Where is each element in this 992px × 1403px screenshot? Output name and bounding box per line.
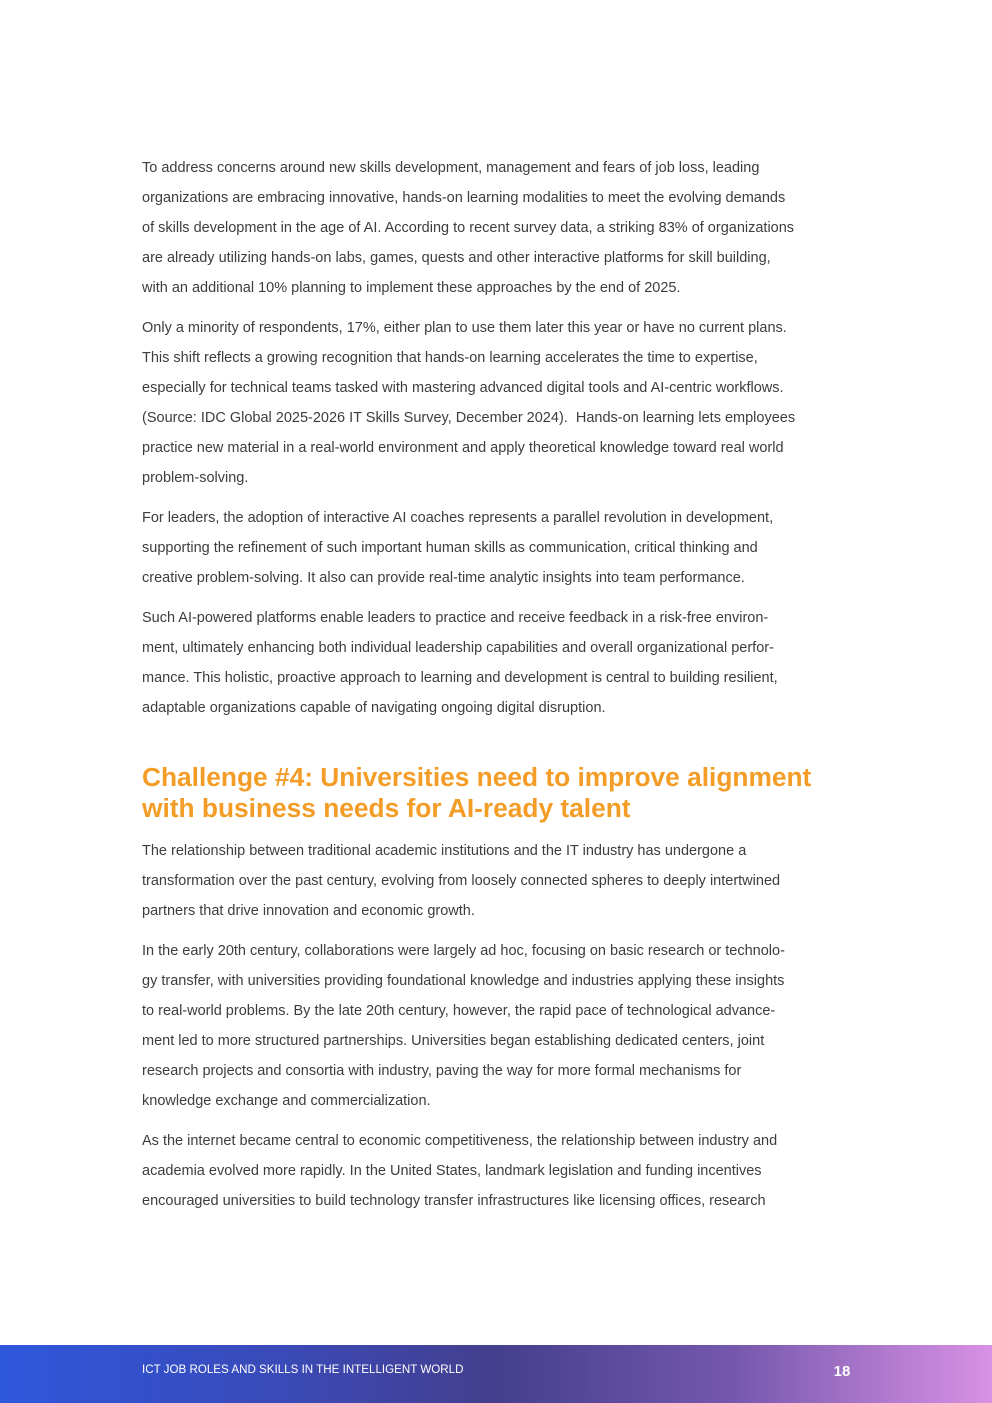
text-line: research projects and consortia with industry, paving the way for more formal mechanisms for (142, 1063, 742, 1079)
text-line: with an additional 10% planning to implement these approaches by the end of 2025. (142, 280, 681, 296)
text-line: For leaders, the adoption of interactive AI coaches represents a parallel revolution in development, (142, 510, 774, 526)
text-line: especially for technical teams tasked with mastering advanced digital tools and AI-centric workflows. (142, 380, 784, 396)
challenge-section-body (142, 836, 872, 1216)
text-line: mance. This holistic, proactive approach to learning and development is central to building resilient, (142, 670, 778, 686)
text-line: encouraged universities to build technology transfer infrastructures like licensing offices, research (142, 1193, 766, 1209)
text-line: are already utilizing hands-on labs, games, quests and other interactive platforms for skill building, (142, 250, 771, 266)
text-line: creative problem-solving. It also can provide real-time analytic insights into team performance. (142, 570, 745, 586)
text-line: supporting the refinement of such important human skills as communication, critical thinking and (142, 540, 758, 556)
text-line: gy transfer, with universities providing foundational knowledge and industries applying these insights (142, 973, 785, 989)
section-heading (142, 762, 872, 824)
text-line: of skills development in the age of AI. According to recent survey data, a striking 83% of organizations (142, 220, 795, 236)
text-line: organizations are embracing innovative, hands-on learning modalities to meet the evolving demands (142, 190, 786, 206)
text-line: As the internet became central to economic competitiveness, the relationship between industry and (142, 1133, 778, 1149)
intro-paragraph (142, 503, 872, 593)
text-line: problem-solving. (142, 470, 249, 486)
page-body (142, 153, 872, 1226)
text-line: Only a minority of respondents, 17%, either plan to use them later this year or have no current plans. (142, 320, 787, 336)
intro-paragraph (142, 603, 872, 723)
text-line: practice new material in a real-world environment and apply theoretical knowledge toward real world (142, 440, 784, 456)
text-line: to real-world problems. By the late 20th century, however, the rapid pace of technological advance- (142, 1003, 776, 1019)
text-line: ment led to more structured partnerships. Universities began establishing dedicated centers, joint (142, 1033, 765, 1049)
text-line: ment, ultimately enhancing both individual leadership capabilities and overall organizational perfor- (142, 640, 774, 656)
page-number: 18 (833, 1363, 851, 1380)
text-line: In the early 20th century, collaborations were largely ad hoc, focusing on basic research or technolo- (142, 943, 785, 959)
text-line: knowledge exchange and commercialization. (142, 1093, 431, 1109)
intro-paragraph (142, 313, 872, 493)
text-line: adaptable organizations capable of navigating ongoing digital disruption. (142, 700, 606, 716)
section-paragraph (142, 936, 872, 1116)
section-paragraph (142, 836, 872, 926)
heading-line: Challenge #4: Universities need to improve alignment (142, 761, 812, 792)
page-footer (0, 1345, 992, 1403)
intro-paragraph (142, 153, 872, 303)
heading-line: with business needs for AI-ready talent (142, 792, 631, 823)
text-line: (Source: IDC Global 2025-2026 IT Skills Survey, December 2024). Hands-on learning lets employees (142, 410, 796, 426)
text-line: The relationship between traditional academic institutions and the IT industry has undergone a (142, 843, 747, 859)
text-line: academia evolved more rapidly. In the United States, landmark legislation and funding incentives (142, 1163, 762, 1179)
text-line: partners that drive innovation and economic growth. (142, 903, 475, 919)
text-line: This shift reflects a growing recognition that hands-on learning accelerates the time to expertise, (142, 350, 758, 366)
text-line: Such AI-powered platforms enable leaders to practice and receive feedback in a risk-free environ- (142, 610, 769, 626)
text-line: To address concerns around new skills development, management and fears of job loss, leading (142, 160, 760, 176)
section-paragraph (142, 1126, 872, 1216)
text-line: transformation over the past century, evolving from loosely connected spheres to deeply intertwined (142, 873, 781, 889)
intro-section (142, 153, 872, 723)
footer-document-title: ICT JOB ROLES AND SKILLS IN THE INTELLIGENT WORLD (142, 1363, 464, 1376)
